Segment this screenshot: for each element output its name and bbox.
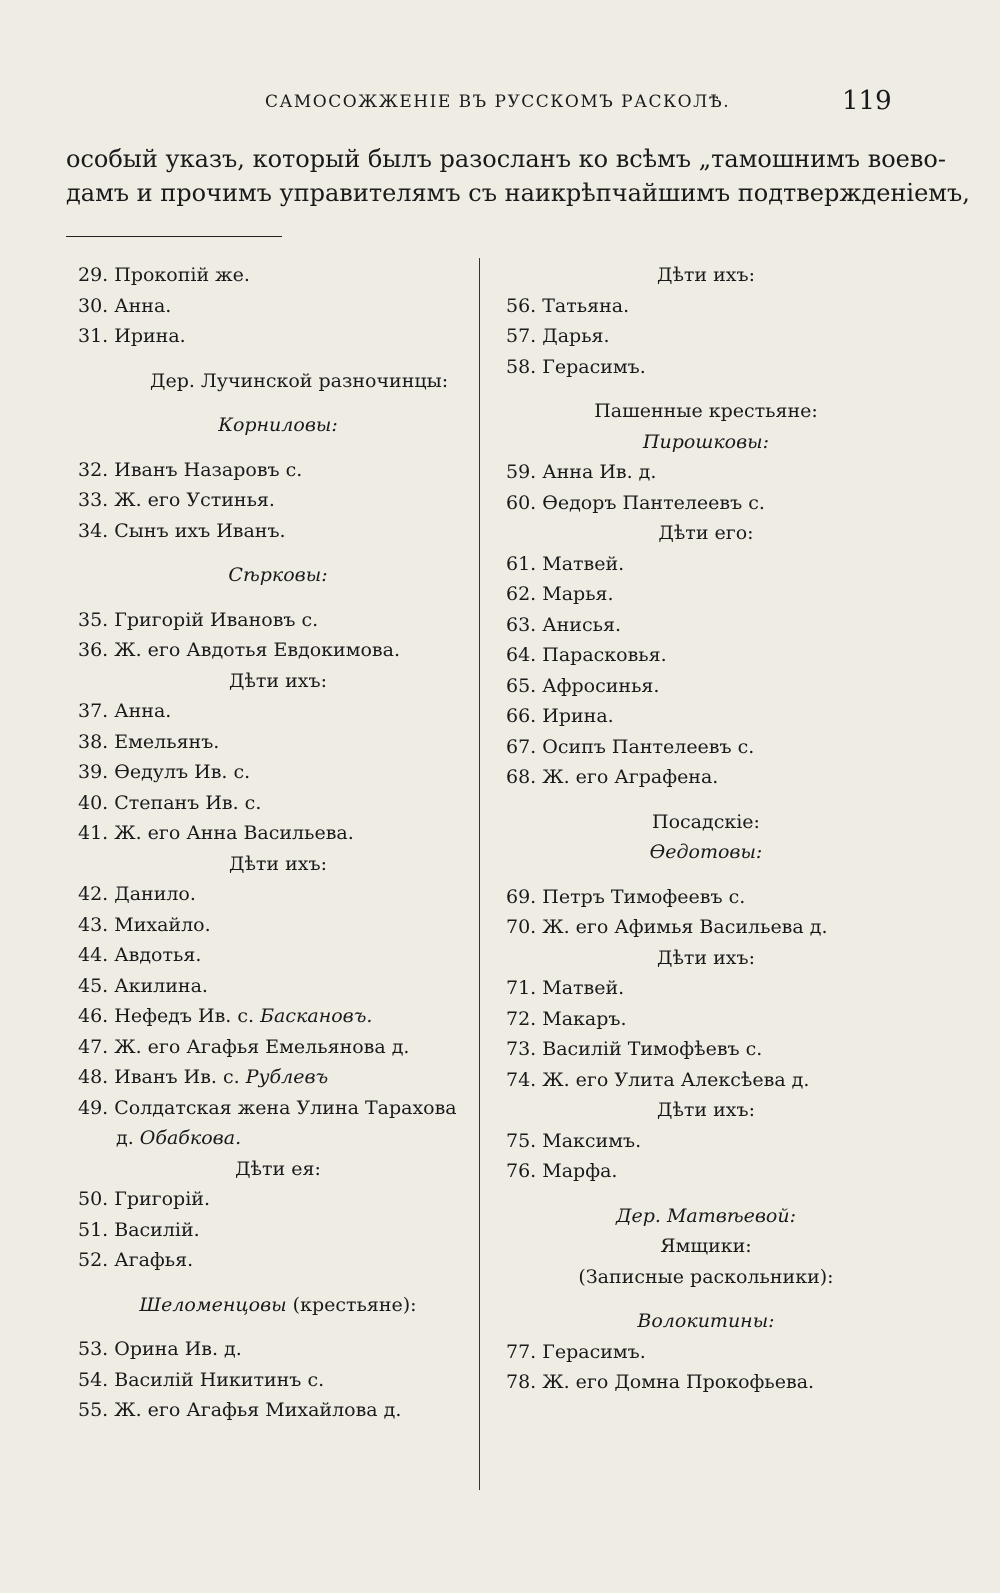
children-heading: Дѣти ихъ: — [657, 946, 755, 969]
list-item: 34. Сынъ ихъ Иванъ. — [78, 519, 286, 542]
section-rule — [66, 236, 282, 237]
list-item: 71. Матвей. — [506, 977, 625, 999]
entry-text: д. — [116, 1127, 134, 1149]
list-item — [78, 1001, 478, 1032]
page-number: 119 — [842, 86, 892, 116]
surname-italic: Шеломенцовы — [139, 1293, 287, 1316]
list-item: 40. Степанъ Ив. с. — [78, 791, 262, 814]
spacer — [78, 396, 478, 410]
children-heading: Дѣти ея: — [235, 1157, 321, 1180]
list-item: 38. Емельянъ. — [78, 730, 220, 753]
list-item: 69. Петръ Тимофеевъ с. — [506, 885, 746, 908]
entry-text: 46. Нефедъ Ив. с. — [78, 1005, 255, 1027]
family-heading — [78, 1290, 478, 1321]
list-item: 52. Агафья. — [78, 1249, 194, 1271]
list-item: 32. Иванъ Назаровъ с. — [78, 458, 303, 481]
heading-text: (крестьяне): — [292, 1293, 417, 1316]
left-column — [78, 260, 478, 1426]
list-item: 30. Анна. — [78, 294, 172, 317]
children-heading: Дѣти ихъ: — [657, 264, 755, 286]
list-item: 44. Авдотья. — [78, 944, 202, 966]
list-item: 63. Анисья. — [506, 613, 621, 636]
list-item-continuation — [78, 1123, 478, 1154]
list-item: 66. Ирина. — [506, 705, 614, 727]
spacer — [78, 546, 478, 560]
list-item: 58. Герасимъ. — [506, 355, 646, 378]
list-item: 51. Василій. — [78, 1218, 200, 1241]
list-item: 65. Афросинья. — [506, 674, 660, 697]
children-heading: Дѣти ихъ: — [657, 1099, 755, 1121]
list-item: 49. Солдатская жена Улина Тарахова — [78, 1096, 457, 1119]
column-divider — [479, 258, 480, 1490]
spacer — [78, 352, 478, 366]
list-item: 56. Татьяна. — [506, 294, 630, 317]
surname-italic: Рублевъ — [245, 1066, 329, 1088]
list-item: 74. Ж. его Улита Алексѣева д. — [506, 1068, 810, 1091]
family-heading: Сѣрковы: — [228, 564, 328, 586]
list-item: 37. Анна. — [78, 700, 172, 722]
spacer — [506, 382, 906, 396]
list-item: 59. Анна Ив. д. — [506, 461, 657, 483]
intro-line: особый указъ, который былъ разосланъ ко всѣмъ „тамошнимъ воево- — [66, 145, 946, 173]
list-item: 35. Григорій Ивановъ с. — [78, 608, 319, 631]
list-item: 73. Василій Тимофѣевъ с. — [506, 1038, 763, 1060]
list-item: 62. Марья. — [506, 583, 614, 605]
spacer — [506, 1187, 906, 1201]
family-heading: Ѳедотовы: — [649, 841, 763, 863]
list-item: 64. Парасковья. — [506, 644, 667, 666]
list-item: 42. Данило. — [78, 883, 196, 905]
list-item: 70. Ж. его Афимья Васильева д. — [506, 916, 828, 938]
spacer — [78, 1276, 478, 1290]
right-column — [506, 260, 906, 1398]
list-item: 36. Ж. его Авдотья Евдокимова. — [78, 639, 400, 661]
list-item: 72. Макаръ. — [506, 1007, 627, 1030]
list-item: 41. Ж. его Анна Васильева. — [78, 822, 354, 844]
family-heading: Пирошковы: — [642, 430, 770, 453]
list-item: 60. Ѳедоръ Пантелеевъ с. — [506, 491, 765, 514]
section-heading: (Записные раскольники): — [578, 1265, 834, 1288]
running-title: САМОСОЖЖЕНІЕ ВЪ РУССКОМЪ РАСКОЛѢ. — [265, 92, 731, 112]
section-heading: Ямщики: — [660, 1235, 752, 1257]
list-item: 31. Ирина. — [78, 325, 186, 347]
intro-paragraph — [66, 142, 970, 210]
list-item: 67. Осипъ Пантелеевъ с. — [506, 735, 755, 758]
list-item: 47. Ж. его Агафья Емельянова д. — [78, 1035, 410, 1058]
list-item: 68. Ж. его Аграфена. — [506, 766, 719, 788]
family-heading: Волокитины: — [637, 1310, 775, 1332]
list-item: 54. Василій Никитинъ с. — [78, 1368, 325, 1391]
list-item: 43. Михайло. — [78, 913, 211, 936]
list-item: 55. Ж. его Агафья Михайлова д. — [78, 1399, 402, 1421]
list-item: 45. Акилина. — [78, 974, 208, 997]
list-item: 29. Прокопій же. — [78, 264, 250, 286]
list-item: 33. Ж. его Устинья. — [78, 489, 275, 511]
list-item: 39. Ѳедулъ Ив. с. — [78, 761, 251, 783]
spacer — [78, 591, 478, 605]
spacer — [506, 868, 906, 882]
surname-italic: Баскановъ. — [260, 1005, 373, 1027]
section-heading: Посадскіе: — [652, 810, 760, 833]
spacer — [78, 441, 478, 455]
list-item: 50. Григорій. — [78, 1188, 210, 1210]
village-heading: Дер. Матвѣевой: — [616, 1204, 796, 1227]
family-heading: Корниловы: — [218, 414, 338, 436]
list-item: 53. Орина Ив. д. — [78, 1338, 242, 1360]
children-heading: Дѣти ихъ: — [229, 669, 327, 692]
section-heading: Пашенные крестьяне: — [594, 400, 818, 422]
surname-italic: Обабкова. — [139, 1127, 242, 1149]
list-item: 61. Матвей. — [506, 552, 625, 575]
spacer — [506, 1292, 906, 1306]
entry-text: 48. Иванъ Ив. с. — [78, 1066, 240, 1088]
spacer — [78, 1320, 478, 1334]
spacer — [506, 793, 906, 807]
children-heading: Дѣти его: — [658, 522, 754, 544]
intro-line: дамъ и прочимъ управителямъ съ наикрѣпчайшимъ подтвержденіемъ, — [66, 179, 970, 207]
children-heading: Дѣти ихъ: — [229, 852, 327, 875]
list-item — [78, 1062, 478, 1093]
list-item: 77. Герасимъ. — [506, 1340, 646, 1363]
list-item: 76. Марфа. — [506, 1160, 618, 1182]
list-item: 78. Ж. его Домна Прокофьева. — [506, 1371, 815, 1393]
list-item: 57. Дарья. — [506, 325, 610, 347]
section-heading: Дер. Лучинской разночинцы: — [150, 369, 449, 392]
list-item: 75. Максимъ. — [506, 1129, 642, 1152]
